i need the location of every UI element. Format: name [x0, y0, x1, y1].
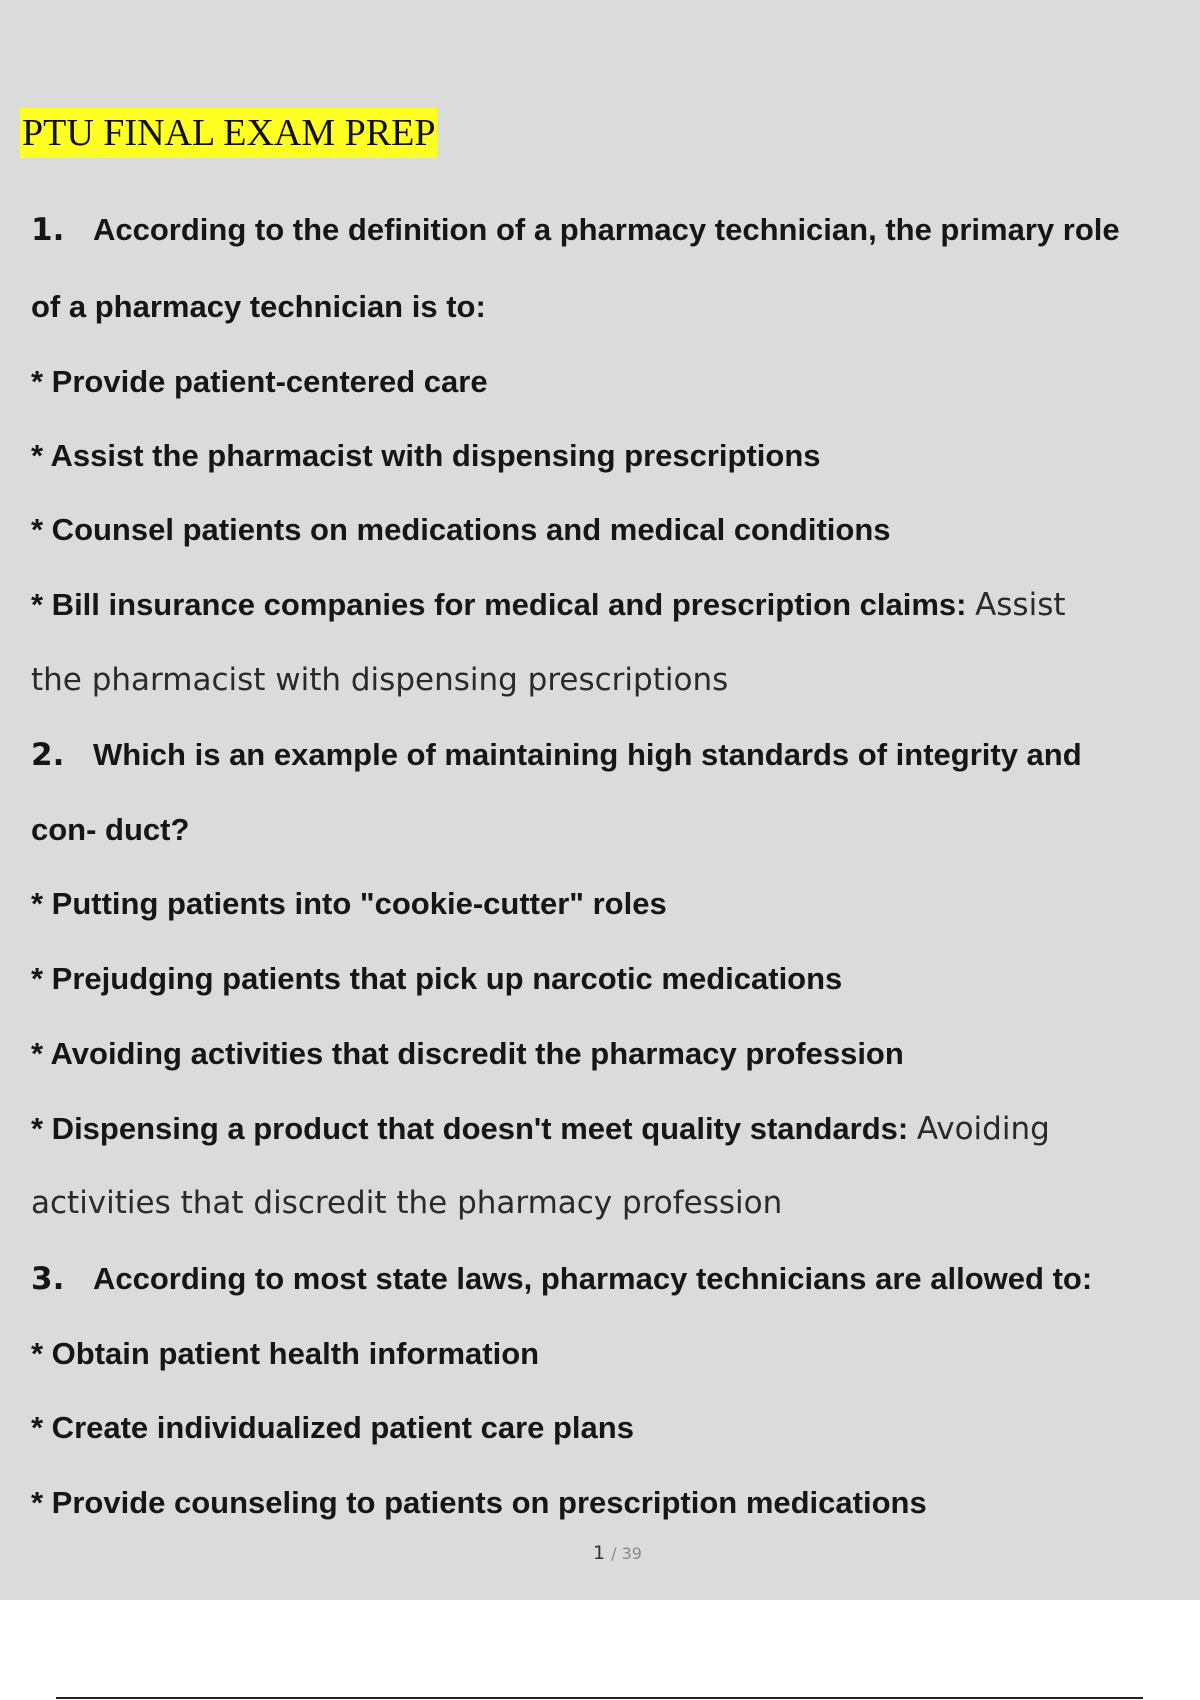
question-1-number: 1.	[31, 212, 65, 248]
page-indicator	[0, 1542, 1200, 1564]
question-1-option-1: * Provide patient-centered care	[31, 364, 488, 399]
question-1-option-3: * Counsel patients on medications and medical conditions	[31, 512, 891, 547]
question-3-line-1	[31, 1259, 1092, 1299]
question-1-option-4: * Bill insurance companies for medical and prescription claims:	[31, 587, 967, 622]
question-1-line-1	[31, 210, 1120, 250]
question-1-option-2: * Assist the pharmacist with dispensing prescriptions	[31, 438, 821, 473]
question-2-text-1: Which is an example of maintaining high standards of integrity and	[93, 737, 1082, 772]
question-2-option-2: * Prejudging patients that pick up narcotic medications	[31, 961, 843, 996]
page-current: 1	[593, 1542, 606, 1564]
question-2-answer-inline: Avoiding	[916, 1111, 1050, 1147]
question-3-option-2: * Create individualized patient care plans	[31, 1410, 634, 1445]
question-2-answer-rest: activities that discredit the pharmacy profession	[31, 1185, 783, 1221]
question-2-option-1: * Putting patients into "cookie-cutter" roles	[31, 886, 667, 921]
question-1-option-4-line	[31, 585, 1066, 625]
page-total: / 39	[611, 1544, 642, 1563]
question-3-option-1: * Obtain patient health information	[31, 1336, 540, 1371]
question-3-option-3: * Provide counseling to patients on prescription medications	[31, 1485, 927, 1520]
document-title: PTU FINAL EXAM PREP	[20, 108, 437, 158]
question-2-text-2: con- duct?	[31, 812, 190, 847]
question-2-option-4: * Dispensing a product that doesn't meet quality standards:	[31, 1111, 909, 1146]
question-2-option-4-line	[31, 1109, 1050, 1149]
question-2-line-1	[31, 735, 1082, 775]
question-1-answer-inline: Assist	[975, 587, 1066, 623]
question-2-option-3: * Avoiding activities that discredit the pharmacy profession	[31, 1036, 904, 1071]
question-3-text-1: According to most state laws, pharmacy technicians are allowed to:	[93, 1261, 1093, 1296]
question-1-text-1: According to the definition of a pharmacy technician, the primary role	[93, 212, 1120, 247]
question-3-number: 3.	[31, 1261, 65, 1297]
question-1-text-2: of a pharmacy technician is to:	[31, 289, 486, 324]
next-page-rule	[56, 1697, 1143, 1699]
question-1-answer-rest: the pharmacist with dispensing prescriptions	[31, 662, 729, 698]
question-2-number: 2.	[31, 737, 65, 773]
